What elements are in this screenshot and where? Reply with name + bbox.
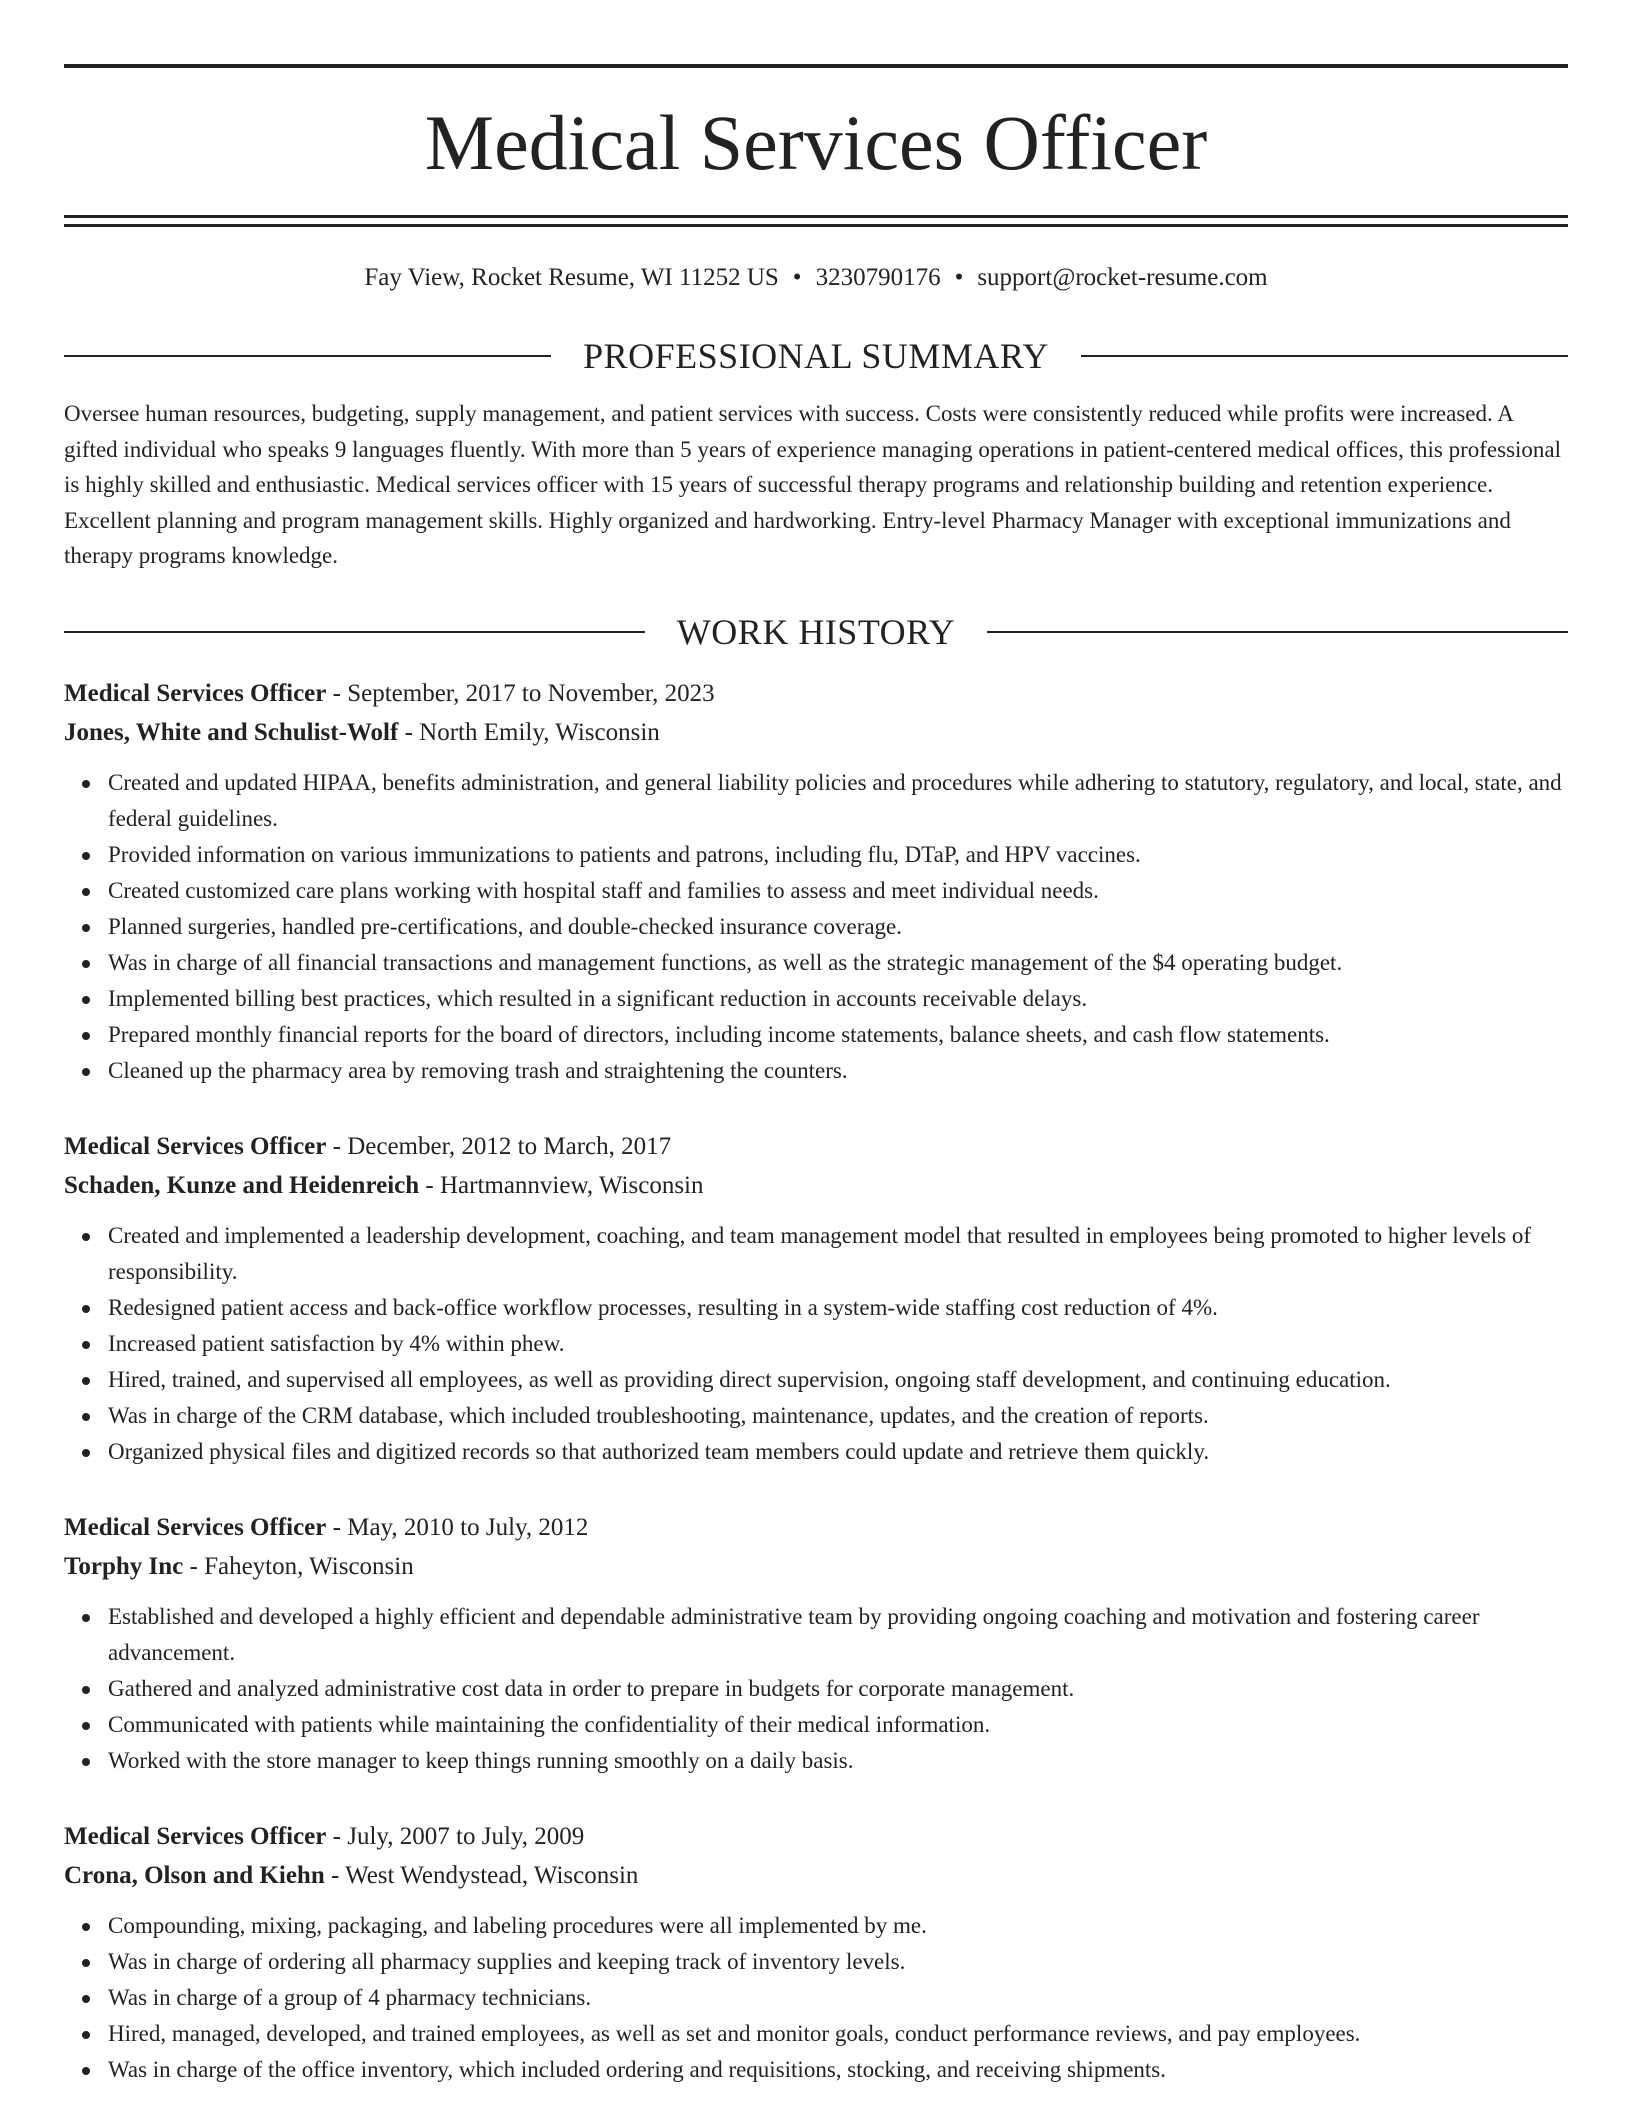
heading-rule-left bbox=[64, 355, 551, 357]
job-duty-item: Was in charge of all financial transactions and management functions, as well as the strategic management of the $4 operating budget. bbox=[108, 945, 1568, 981]
job-title: Medical Services Officer bbox=[64, 1132, 327, 1160]
job-duty-item: Hired, trained, and supervised all employees, as well as providing direct supervision, ongoing staff development, and continuing education. bbox=[108, 1362, 1568, 1398]
job-company-line bbox=[64, 1856, 1568, 1895]
contact-phone: 3230790176 bbox=[815, 264, 941, 291]
job-duty-item: Communicated with patients while maintaining the confidentiality of their medical information. bbox=[108, 1707, 1568, 1743]
job-title-line bbox=[64, 1817, 1568, 1856]
job-duty-item: Created and implemented a leadership development, coaching, and team management model that resulted in employees being promoted to higher levels of responsibility. bbox=[108, 1218, 1568, 1290]
job-company: Torphy Inc bbox=[64, 1552, 184, 1580]
job-duty-item: Established and developed a highly efficient and dependable administrative team by providing ongoing coaching and motivation and fostering career advancement. bbox=[108, 1599, 1568, 1671]
job-title: Medical Services Officer bbox=[64, 1513, 327, 1541]
job-company: Crona, Olson and Kiehn bbox=[64, 1861, 325, 1889]
job-company-line bbox=[64, 1166, 1568, 1205]
job-entry bbox=[64, 1127, 1568, 1470]
job-company-line bbox=[64, 1547, 1568, 1586]
professional-summary-text: Oversee human resources, budgeting, supply management, and patient services with success. Costs were consistently reduced while profits were increased. A gifted individual who speaks 9 languages fluently. With more than 5 years of experience managing operations in patient-centered medical offices, this professional is highly skilled and enthusiastic. Medical services officer with 15 years of successful therapy programs and relationship building and retention experience. Excellent planning and program management skills. Highly organized and hardworking. Entry-level Pharmacy Manager with exceptional immunizations and therapy programs knowledge. bbox=[64, 401, 1562, 569]
job-title-line bbox=[64, 1127, 1568, 1166]
job-location: - Hartmannview, Wisconsin bbox=[419, 1171, 704, 1199]
job-duty-item: Gathered and analyzed administrative cost data in order to prepare in budgets for corporate management. bbox=[108, 1671, 1568, 1707]
job-title-line bbox=[64, 1508, 1568, 1547]
job-duty-item: Was in charge of the CRM database, which included troubleshooting, maintenance, updates, and the creation of reports. bbox=[108, 1398, 1568, 1434]
job-duty-item: Created and updated HIPAA, benefits administration, and general liability policies and procedures while adhering to statutory, regulatory, and local, state, and federal guidelines. bbox=[108, 765, 1568, 837]
contact-separator: • bbox=[954, 264, 964, 291]
job-title-line bbox=[64, 674, 1568, 713]
heading-rule-right bbox=[1081, 355, 1568, 357]
job-dates: - May, 2010 to July, 2012 bbox=[326, 1513, 589, 1541]
job-title: Medical Services Officer bbox=[64, 679, 327, 707]
job-entry bbox=[64, 1508, 1568, 1779]
job-duties-list bbox=[64, 1908, 1568, 2088]
job-duty-item: Compounding, mixing, packaging, and labeling procedures were all implemented by me. bbox=[108, 1908, 1568, 1944]
job-duty-item: Planned surgeries, handled pre-certifications, and double-checked insurance coverage. bbox=[108, 909, 1568, 945]
section-heading-label: WORK HISTORY bbox=[676, 611, 956, 652]
job-duty-item: Created customized care plans working with hospital staff and families to assess and meet individual needs. bbox=[108, 873, 1568, 909]
job-duty-item: Prepared monthly financial reports for the board of directors, including income statements, balance sheets, and cash flow statements. bbox=[108, 1017, 1568, 1053]
section-heading-label: PROFESSIONAL SUMMARY bbox=[583, 336, 1049, 376]
job-entry bbox=[64, 674, 1568, 1089]
section-heading-summary bbox=[64, 336, 1568, 376]
job-location: - North Emily, Wisconsin bbox=[398, 718, 660, 746]
job-duty-item: Was in charge of a group of 4 pharmacy technicians. bbox=[108, 1980, 1568, 2016]
job-duty-item: Provided information on various immunizations to patients and patrons, including flu, DTaP, and HPV vaccines. bbox=[108, 837, 1568, 873]
job-company: Schaden, Kunze and Heidenreich bbox=[64, 1171, 420, 1199]
job-entry bbox=[64, 1817, 1568, 2088]
contact-line bbox=[64, 263, 1568, 293]
resume-title: Medical Services Officer bbox=[424, 99, 1208, 186]
contact-email: support@rocket-resume.com bbox=[977, 264, 1268, 291]
job-duty-item: Cleaned up the pharmacy area by removing trash and straightening the counters. bbox=[108, 1053, 1568, 1089]
job-duty-item: Organized physical files and digitized records so that authorized team members could update and retrieve them quickly. bbox=[108, 1434, 1568, 1470]
heading-rule-right bbox=[987, 631, 1568, 633]
job-duty-item: Implemented billing best practices, which resulted in a significant reduction in accounts receivable delays. bbox=[108, 981, 1568, 1017]
contact-address: Fay View, Rocket Resume, WI 11252 US bbox=[364, 264, 779, 291]
job-duties-list bbox=[64, 1599, 1568, 1779]
section-heading-work-history bbox=[64, 612, 1568, 652]
heading-rule-left bbox=[64, 631, 645, 633]
job-duty-item: Redesigned patient access and back-office workflow processes, resulting in a system-wide staffing cost reduction of 4%. bbox=[108, 1290, 1568, 1326]
job-duties-list bbox=[64, 765, 1568, 1089]
job-dates: - September, 2017 to November, 2023 bbox=[326, 679, 715, 707]
job-duty-item: Worked with the store manager to keep things running smoothly on a daily basis. bbox=[108, 1743, 1568, 1779]
job-duties-list bbox=[64, 1218, 1568, 1470]
contact-separator: • bbox=[792, 264, 802, 291]
double-rule bbox=[64, 215, 1568, 227]
job-dates: - July, 2007 to July, 2009 bbox=[326, 1822, 585, 1850]
job-duty-item: Increased patient satisfaction by 4% within phew. bbox=[108, 1326, 1568, 1362]
job-dates: - December, 2012 to March, 2017 bbox=[326, 1132, 672, 1160]
job-title: Medical Services Officer bbox=[64, 1822, 327, 1850]
job-duty-item: Was in charge of ordering all pharmacy supplies and keeping track of inventory levels. bbox=[108, 1944, 1568, 1980]
job-company: Jones, White and Schulist-Wolf bbox=[64, 718, 399, 746]
job-duty-item: Hired, managed, developed, and trained employees, as well as set and monitor goals, conduct performance reviews, and pay employees. bbox=[108, 2016, 1568, 2052]
work-history-list bbox=[64, 674, 1568, 2088]
job-location: - Faheyton, Wisconsin bbox=[183, 1552, 414, 1580]
job-duty-item: Was in charge of the office inventory, which included ordering and requisitions, stocking, and receiving shipments. bbox=[108, 2052, 1568, 2088]
job-company-line bbox=[64, 713, 1568, 752]
job-location: - West Wendystead, Wisconsin bbox=[324, 1861, 639, 1889]
top-rule bbox=[64, 64, 1568, 68]
